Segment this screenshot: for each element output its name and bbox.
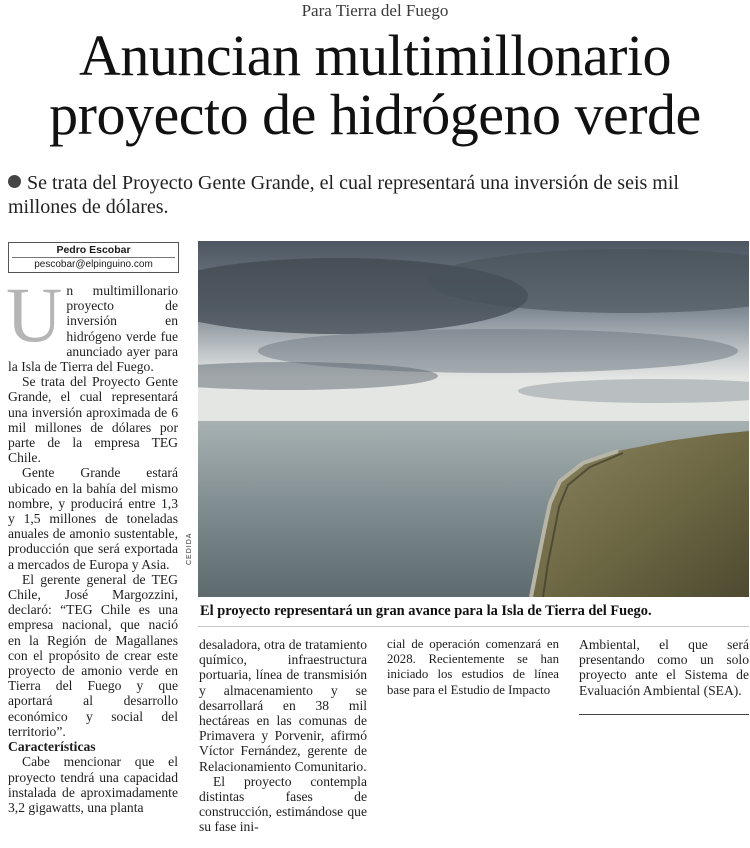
column-4 <box>579 637 749 698</box>
paragraph <box>6 271 178 375</box>
paragraph: Ambiental, el que será presentando como un solo proyecto ante el Sistema de Evaluación Ambiental (SEA). <box>579 637 749 698</box>
headline-line-1: Anuncian multimillonario <box>78 23 672 88</box>
column-1 <box>6 271 178 815</box>
bullet-icon <box>8 175 21 188</box>
paragraph: Gente Grande estará ubicado en la bahía del mismo nombre, y producirá entre 1,3 y 1,5 millones de toneladas anuales de amonio sustentable, producción que será exportada a mercados de Europa y Asia. <box>8 465 178 572</box>
column-2 <box>199 637 367 835</box>
subhead: Características <box>8 739 96 755</box>
deck <box>8 171 748 219</box>
photo-caption: El proyecto representará un gran avance para la Isla de Tierra del Fuego. <box>200 603 652 619</box>
paragraph: Cabe mencionar que el proyecto tendrá una capacidad instalada de aproximadamente 3,2 gigawatts, una planta <box>8 754 178 815</box>
kicker: Para Tierra del Fuego <box>301 1 449 20</box>
column-3 <box>387 637 559 698</box>
photo-aerial-coast <box>198 241 749 597</box>
paragraph-text: n multimillonario proyecto de inversión en hidrógeno verde fue anunciado ayer para la Isla de Tierra del Fuego. <box>8 283 178 375</box>
deck-text: Se trata del Proyecto Gente Grande, el cual representará una inversión de seis mil millones de dólares. <box>8 172 679 218</box>
headline-line-2: proyecto de hidrógeno verde <box>49 82 701 147</box>
headline <box>0 23 750 147</box>
byline-box <box>8 242 179 273</box>
paragraph: Se trata del Proyecto Gente Grande, el cual representará una inversión aproximada de 6 mil millones de dólares por parte de la empresa TEG Chile. <box>8 374 178 466</box>
byline-name: Pedro Escobar <box>12 243 175 258</box>
paragraph: El gerente general de TEG Chile, José Margozzini, declaró: “TEG Chile es una empresa nacional, que nació en la Región de Magallanes con el propósito de crear este proyecto de amonio verde en Tierra del Fuego y que aportará al desarrollo económico y social del territorio”. <box>8 571 178 739</box>
paragraph: El proyecto contempla distintas fases de construcción, estimándose que su fase ini- <box>199 773 367 835</box>
drop-cap: U <box>6 271 63 358</box>
byline-email[interactable]: pescobar@elpinguino.com <box>34 259 153 270</box>
end-rule <box>579 714 749 715</box>
paragraph: desaladora, otra de tratamiento químico, infraestructura portuaria, línea de transmisión y almacenamiento y se desarrollará en 38 mil hectáreas en las comunas de Primavera y Porvenir, afirmó Víctor Fernández, gerente de Relacionamiento Comunitario. <box>199 637 367 774</box>
paragraph: cial de operación comenzará en 2028. Recientemente se han iniciado los estudios de línea base para el Estudio de Impacto <box>387 637 559 697</box>
photo-credit: CEDIDA <box>186 532 193 565</box>
divider <box>198 626 749 627</box>
